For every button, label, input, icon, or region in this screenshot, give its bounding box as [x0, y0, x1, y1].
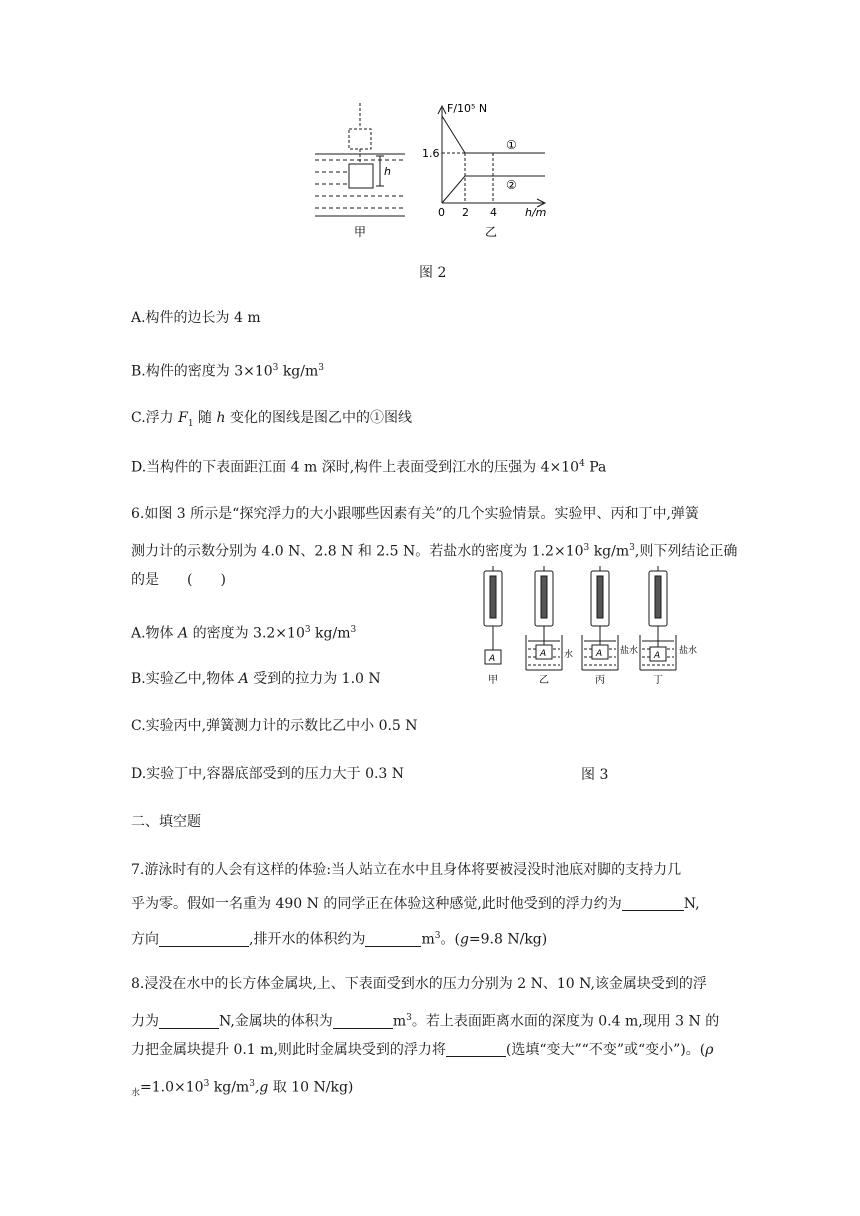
q8-line-2: 力为 N,金属块的体积为 $m^3$。若上表面距离水面的深度为 0.4 m,现用 3 N 的: [131, 1013, 720, 1030]
q8-blank-3[interactable]: [446, 1042, 506, 1057]
figure-3-caption-yi: 乙: [539, 675, 549, 686]
q5-option-b: B.构件的密度为 $3\times 10^3$ $kg/m^3$: [131, 363, 324, 380]
figure-3-caption-jia: 甲: [488, 675, 498, 686]
figure-2-y-tick: 1.6: [422, 147, 440, 160]
figure-3-liquid-label-ding: 盐水: [679, 646, 698, 656]
figure-3-label: 图 3: [581, 767, 609, 783]
figure-2-x-axis-label: h/m: [525, 206, 547, 219]
figure-2-y-axis-label: F/10⁵ N: [447, 102, 488, 115]
figure-3-caption-ding: 丁: [653, 675, 663, 686]
figure-3-block-label-jia: A: [489, 654, 496, 664]
figure-2-graph: [438, 106, 545, 207]
q7-line-3: 方向 ,排开水的体积约为 $m^3$。(g=9.8 N/kg): [131, 931, 548, 948]
figure-2-x-tick-2: 2: [462, 206, 469, 219]
figure-2-line-label-2: ②: [506, 178, 517, 192]
q7-blank-1[interactable]: [622, 896, 684, 911]
section-2-heading: 二、填空题: [131, 814, 201, 830]
figure-3-block-label-yi: A: [540, 649, 547, 659]
q5-option-c: C.浮力 $F_1$ 随 h 变化的图线是图乙中的①图线: [131, 410, 412, 429]
graph-line-1: [442, 116, 545, 153]
q7-line-1: 7.游泳时有的人会有这样的体验:当人站立在水中且身体将要被浸没时池底对脚的支持力几: [131, 862, 682, 878]
figure-2-left-caption: 甲: [354, 225, 367, 239]
q8-line-3: 力把金属块提升 0.1 m,则此时金属块受到的浮力将 (选填“变大”“不变”或“变小”)。(ρ: [131, 1042, 714, 1058]
figure-2-x-tick-0: 0: [438, 206, 445, 219]
q8-blank-2[interactable]: [333, 1014, 393, 1029]
figure-3-caption-bing: 丙: [595, 675, 605, 686]
figure-2-label: 图 2: [419, 265, 447, 281]
figure-3-block-label-bing: A: [596, 649, 603, 659]
q6-line-1: 6.如图 3 所示是“探究浮力的大小跟哪些因素有关”的几个实验情景。实验甲、丙和丁中,弹簧: [131, 506, 699, 522]
figure-3: [472, 565, 712, 690]
q7-blank-3[interactable]: [365, 932, 421, 947]
q8-blank-1[interactable]: [159, 1014, 219, 1029]
q8-line-4: $_水=1.0\times 10^3$ $kg/m^3,g$ 取 10 N/kg): [131, 1079, 354, 1099]
q6-option-c: C.实验丙中,弹簧测力计的示数比乙中小 0.5 N: [131, 718, 418, 734]
figure-3-liquid-label-yi: 水: [564, 650, 574, 660]
figure-2-h-label: h: [384, 165, 391, 178]
q7-blank-2[interactable]: [159, 932, 249, 947]
figure-2-right-caption: 乙: [485, 225, 498, 239]
q6-option-d: D.实验丁中,容器底部受到的压力大于 0.3 N: [131, 766, 405, 782]
figure-2-x-tick-4: 4: [490, 206, 497, 219]
q6-option-a: A.物体 A 的密度为 $3.2\times 10^3$ $kg/m^3$: [131, 625, 357, 642]
q6-line-2: 测力计的示数分别为 4.0 N、2.8 N 和 2.5 N。若盐水的密度为 $1.2\times 10^3$ $kg/m^3$,则下列结论正确: [131, 543, 738, 560]
figure-2: [310, 98, 570, 248]
figure-2-left-diagram: [315, 103, 405, 216]
q5-option-a: A.构件的边长为 4 m: [131, 310, 261, 326]
figure-2-line-label-1: ①: [506, 138, 517, 152]
spring-scale-jia: [484, 566, 502, 664]
figure-3-liquid-label-bing: 盐水: [620, 646, 639, 656]
q7-line-2: 乎为零。假如一名重为 490 N 的同学正在体验这种感觉,此时他受到的浮力约为 N,: [131, 896, 700, 912]
q8-line-1: 8.浸没在水中的长方体金属块,上、下表面受到水的压力分别为 2 N、10 N,该金属块受到的浮: [131, 976, 707, 992]
q5-option-d: D.当构件的下表面距江面 4 m 深时,构件上表面受到江水的压强为 $4\times 10^4$ Pa: [131, 459, 607, 476]
q6-line-3: 的是 ( ): [131, 572, 226, 588]
q6-option-b: B.实验乙中,物体 A 受到的拉力为 1.0 N: [131, 671, 381, 687]
figure-3-block-label-ding: A: [654, 651, 661, 661]
